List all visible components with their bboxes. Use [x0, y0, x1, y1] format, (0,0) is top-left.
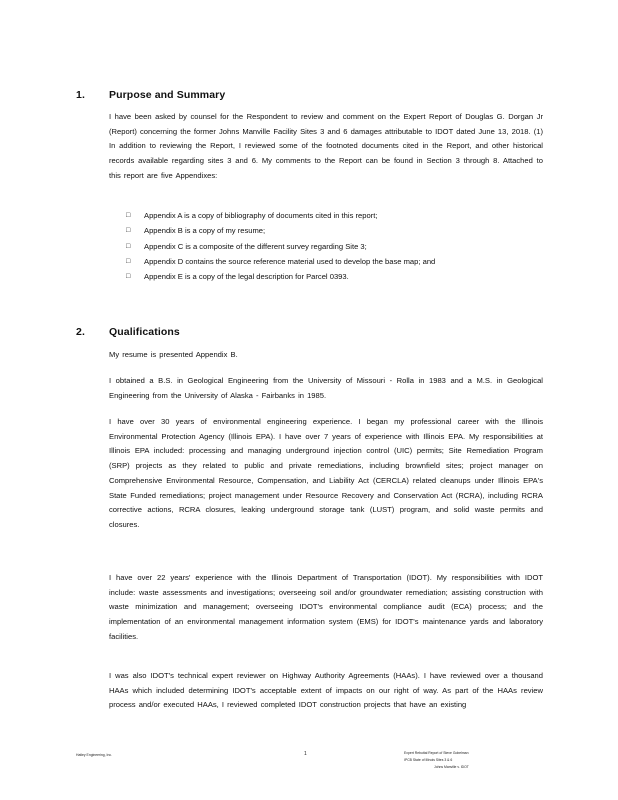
list-item	[126, 223, 526, 238]
list-item	[126, 208, 526, 223]
footer-page-number: 1	[304, 751, 307, 757]
checkbox-bullet-icon: □	[126, 227, 131, 235]
section-number: 1.	[76, 89, 85, 101]
footer-line: Expert Rebuttal Report of Steve Gobelman	[404, 751, 469, 755]
footer-company: Hatley Engineering, Inc.	[76, 753, 112, 757]
section-title: Qualifications	[109, 326, 180, 338]
appendix-item-text: Appendix A is a copy of bibliography of documents cited in this report;	[144, 211, 378, 220]
illinois-epa-paragraph: I have over 30 years of environmental engineering experience. I began my professional career with the Illinois Environmental Protection Agency (Illinois EPA). I have over 7 years of experience with Illinois EPA. My responsibilities at Illinois EPA included: processing and managing underground injection control (UIC) permits; Site Remediation Program (SRP) projects as they related to public and private remediations, including brownfield sites; project manager on Comprehensive Environmental Resource, Compensation, and Liability Act (CERCLA) related cleanups under Illinois EPA's State Funded remediations; project management under Resource Recovery and Conservation Act (RCRA), including RCRA corrective actions, RCRA closures, leaking underground storage tank (LUST) program, and solid waste permits and closures.	[109, 417, 543, 529]
appendix-item-text: Appendix B is a copy of my resume;	[144, 226, 266, 236]
list-item	[126, 239, 526, 254]
purpose-paragraph: I have been asked by counsel for the Respondent to review and comment on the Expert Report of Douglas G. Dorgan Jr (Report) concerning the former Johns Manville Facility Sites 3 and 6 damages attributable to IDOT dated June 13, 2018. (1) In addition to reviewing the Report, I reviewed some of the footnoted documents cited in the Report, and other historical records available regarding sites 3 and 6. My comments to the Report can be found in Section 3 through 8. Attached to this report are five Appendixes:	[109, 112, 543, 180]
section-2-heading	[76, 326, 180, 338]
resume-paragraph: My resume is presented Appendix B.	[109, 350, 238, 359]
haa-paragraph: I was also IDOT's technical expert reviewer on Highway Authority Agreements (HAAs). I have reviewed over a thousand HAAs which included determining IDOT's acceptable extent of impacts on our right of way. As part of the HAAs review process and/or executed HAAs, I reviewed completed IDOT construction projects that have an existing	[109, 671, 543, 710]
section-number: 2.	[76, 326, 85, 338]
footer-line: IPCB State of Illinois Sites 3 & 6	[404, 758, 453, 762]
footer-report-info	[404, 750, 549, 771]
checkbox-bullet-icon: □	[126, 242, 131, 250]
footer-line: Johns Manville v. IDOT	[434, 765, 469, 769]
idot-experience-paragraph: I have over 22 years' experience with the Illinois Department of Transportation (IDOT). My responsibilities with IDOT include: waste assessments and investigations; overseeing soil and/or groundwater remediation; assisting construction with waste minimization and management; overseeing IDOT's environmental compliance audit (ECA) process; and the implementation of an environmental management information system (EMS) for IDOT's maintenance yards and laboratory facilities.	[109, 573, 543, 641]
list-item	[126, 254, 526, 269]
list-item	[126, 269, 526, 284]
appendix-item-text: Appendix D contains the source reference material used to develop the base map; and	[144, 256, 436, 266]
checkbox-bullet-icon: □	[126, 212, 131, 219]
appendix-item-text: Appendix E is a copy of the legal description for Parcel 0393.	[144, 272, 349, 282]
appendix-list	[126, 208, 526, 284]
education-paragraph: I obtained a B.S. in Geological Engineering from the University of Missouri - Rolla in 1983 and a M.S. in Geological Engineering from the University of Alaska - Fairbanks in 1985.	[109, 376, 543, 400]
checkbox-bullet-icon: □	[126, 273, 131, 281]
section-title: Purpose and Summary	[109, 89, 226, 101]
section-1-heading	[76, 89, 225, 101]
checkbox-bullet-icon: □	[126, 257, 131, 265]
appendix-item-text: Appendix C is a composite of the different survey regarding Site 3;	[144, 241, 367, 251]
